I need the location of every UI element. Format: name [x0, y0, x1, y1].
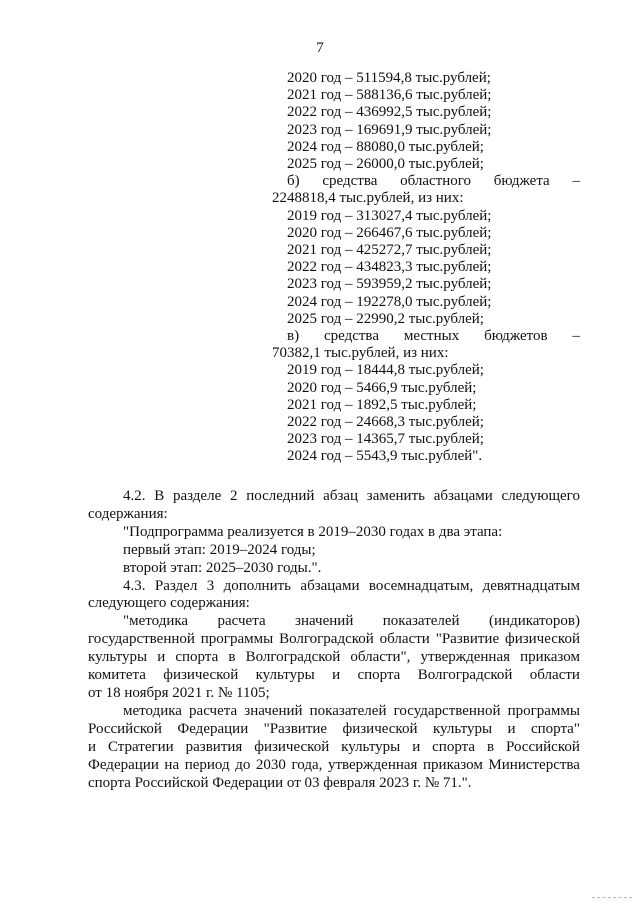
quote-line: "Подпрограмма реализуется в 2019–2030 годах в два этапа:	[123, 523, 503, 540]
year-line: 2019 год – 18444,8 тыс.рублей;	[287, 362, 484, 379]
year-line: 2024 год – 88080,0 тыс.рублей;	[287, 138, 484, 155]
word: области	[379, 631, 430, 648]
word: утвержденная	[327, 756, 418, 773]
word: области	[529, 667, 580, 684]
year-line: 2025 год – 22990,2 тыс.рублей;	[287, 310, 484, 327]
word: областного	[400, 173, 472, 190]
word: значений	[295, 613, 354, 630]
word: бюджетов	[484, 328, 548, 345]
quote-line: второй этап: 2025–2030 годы.".	[123, 559, 322, 576]
year-line: 2024 год – 5543,9 тыс.рублей".	[287, 448, 483, 465]
word: спорта	[175, 649, 219, 666]
word: 2	[229, 488, 238, 504]
word: "методика	[123, 613, 189, 630]
word: в)	[287, 328, 300, 345]
word: государственной	[393, 702, 501, 719]
item-b-heading	[272, 173, 580, 190]
year-line: 2020 год – 266467,6 тыс.рублей;	[287, 224, 492, 241]
word: в	[228, 649, 236, 666]
method-1-line-1	[88, 613, 580, 631]
word: на	[164, 756, 180, 773]
word: спорта"	[530, 720, 580, 737]
word: последний	[246, 488, 315, 504]
word: Федерации	[177, 720, 249, 737]
year-line: 2021 год – 588136,6 тыс.рублей;	[287, 87, 492, 104]
word: культуры	[341, 738, 401, 755]
word: (индикаторов)	[489, 613, 580, 630]
word: в	[486, 738, 495, 755]
word: 4.2.	[123, 488, 146, 504]
word: –	[572, 173, 580, 190]
document-body	[88, 488, 580, 792]
word: приказом	[423, 756, 483, 773]
year-line: 2021 год – 425272,7 тыс.рублей;	[287, 242, 492, 259]
method-1-line-3	[88, 649, 580, 667]
word: области",	[350, 649, 411, 666]
word: б)	[287, 173, 300, 190]
word: "Развитие	[435, 631, 500, 648]
word: Министерства	[488, 756, 580, 773]
word: комитета	[88, 667, 146, 684]
word: и	[507, 720, 516, 737]
word: физической	[504, 631, 580, 648]
word: программы	[507, 702, 580, 719]
word: следующего	[501, 488, 580, 504]
method-2-line-4	[88, 757, 580, 775]
word: и	[412, 738, 421, 755]
word: абзацами	[433, 488, 493, 504]
item-b-total: 2248818,4 тыс.рублей, из них:	[272, 190, 464, 207]
word: девятнадцатым	[482, 577, 580, 594]
item-b-regional-budget	[272, 173, 580, 328]
year-line: 2019 год – 313027,4 тыс.рублей;	[287, 207, 492, 224]
word: 4.3.	[123, 577, 146, 594]
section-4-3-line-2: следующего содержания:	[88, 595, 250, 612]
word: заменить	[366, 488, 425, 504]
item-c-heading	[272, 328, 580, 345]
word: –	[572, 328, 580, 345]
method-2-line-3	[88, 739, 580, 757]
word: 3	[206, 577, 215, 594]
method-1-line-4	[88, 667, 580, 685]
funding-column	[272, 70, 580, 466]
word: и	[332, 667, 341, 684]
word: приказом	[520, 649, 580, 666]
word: культуры	[255, 667, 315, 684]
word: спорта	[432, 738, 476, 755]
word: средства	[322, 173, 378, 190]
word: и	[157, 649, 166, 666]
year-line: 2022 год – 436992,5 тыс.рублей;	[287, 104, 492, 121]
word: расчета	[189, 702, 238, 719]
method-2-line-2	[88, 721, 580, 739]
year-line: 2023 год – 169691,9 тыс.рублей;	[287, 121, 492, 138]
word: Федерации	[88, 756, 159, 773]
word: программы	[200, 631, 274, 648]
section-4-2	[88, 488, 580, 578]
word: абзац	[323, 488, 359, 504]
year-line: 2021 год – 1892,5 тыс.рублей;	[287, 396, 477, 413]
word: методика	[123, 702, 182, 719]
regional-year-list	[272, 70, 580, 173]
word: В	[154, 488, 165, 504]
year-line: 2020 год – 5466,9 тыс.рублей;	[287, 379, 477, 396]
word: до	[235, 756, 251, 773]
year-line: 2020 год – 511594,8 тыс.рублей;	[287, 70, 491, 86]
section-4-3-line-1	[88, 578, 580, 596]
year-line: 2024 год – 192278,0 тыс.рублей;	[287, 293, 492, 310]
word: культуры	[432, 720, 493, 737]
word: дополнить	[223, 577, 292, 594]
word: Российской	[505, 738, 580, 755]
method-2-line-1	[88, 703, 580, 721]
word: развития	[185, 738, 243, 755]
word: местных	[403, 328, 460, 345]
method-1-line-2	[88, 631, 580, 649]
word: период	[184, 756, 230, 773]
word: показателей	[382, 613, 460, 630]
word: Волгоградской	[245, 649, 341, 666]
word: спорта	[357, 667, 401, 684]
quote-line: первый этап: 2019–2024 годы;	[123, 541, 316, 558]
word: физической	[254, 738, 330, 755]
page-number: 7	[316, 40, 324, 56]
method-paragraph-1	[88, 613, 580, 703]
word: утвержденная	[420, 649, 511, 666]
word: значений	[244, 702, 303, 719]
word: разделе	[172, 488, 222, 504]
item-c-total: 70382,1 тыс.рублей, из них:	[272, 345, 449, 362]
year-line: 2025 год – 26000,0 тыс.рублей;	[287, 156, 484, 173]
method-1-line-5: от 18 ноября 2021 г. № 1105;	[88, 684, 270, 701]
word: расчета	[217, 613, 266, 630]
word: Волгоградской	[417, 667, 513, 684]
word: средства	[323, 328, 379, 345]
word: абзацами	[300, 577, 360, 594]
item-c-local-budgets	[272, 328, 580, 466]
year-line: 2022 год – 434823,3 тыс.рублей;	[287, 259, 492, 276]
word: Российской	[88, 720, 162, 737]
word: Стратегии	[107, 738, 174, 755]
word: Волгоградской	[279, 631, 374, 648]
word: культуры	[88, 649, 148, 666]
word: Раздел	[154, 577, 198, 594]
word: 2030	[255, 756, 286, 773]
word: "Развитие	[263, 720, 328, 737]
year-line: 2023 год – 14365,7 тыс.рублей;	[287, 431, 484, 448]
word: государственной	[88, 631, 195, 648]
section-4-2-line-1	[88, 488, 580, 506]
method-2-line-5: спорта Российской Федерации от 03 февраля 2023 г. № 71.".	[88, 774, 472, 791]
scan-edge-mark	[592, 897, 632, 899]
year-line: 2023 год – 593959,2 тыс.рублей;	[287, 276, 492, 293]
section-4-3	[88, 578, 580, 793]
word: восемнадцатым,	[368, 577, 474, 594]
word: года,	[291, 756, 323, 773]
word: физической	[342, 720, 418, 737]
method-paragraph-2	[88, 703, 580, 793]
word: физической	[163, 667, 239, 684]
year-line: 2022 год – 24668,3 тыс.рублей;	[287, 414, 484, 431]
word: показателей	[309, 702, 387, 719]
section-4-2-line-2: содержания:	[88, 505, 168, 522]
word: бюджета	[493, 173, 550, 190]
word: и	[88, 738, 97, 755]
